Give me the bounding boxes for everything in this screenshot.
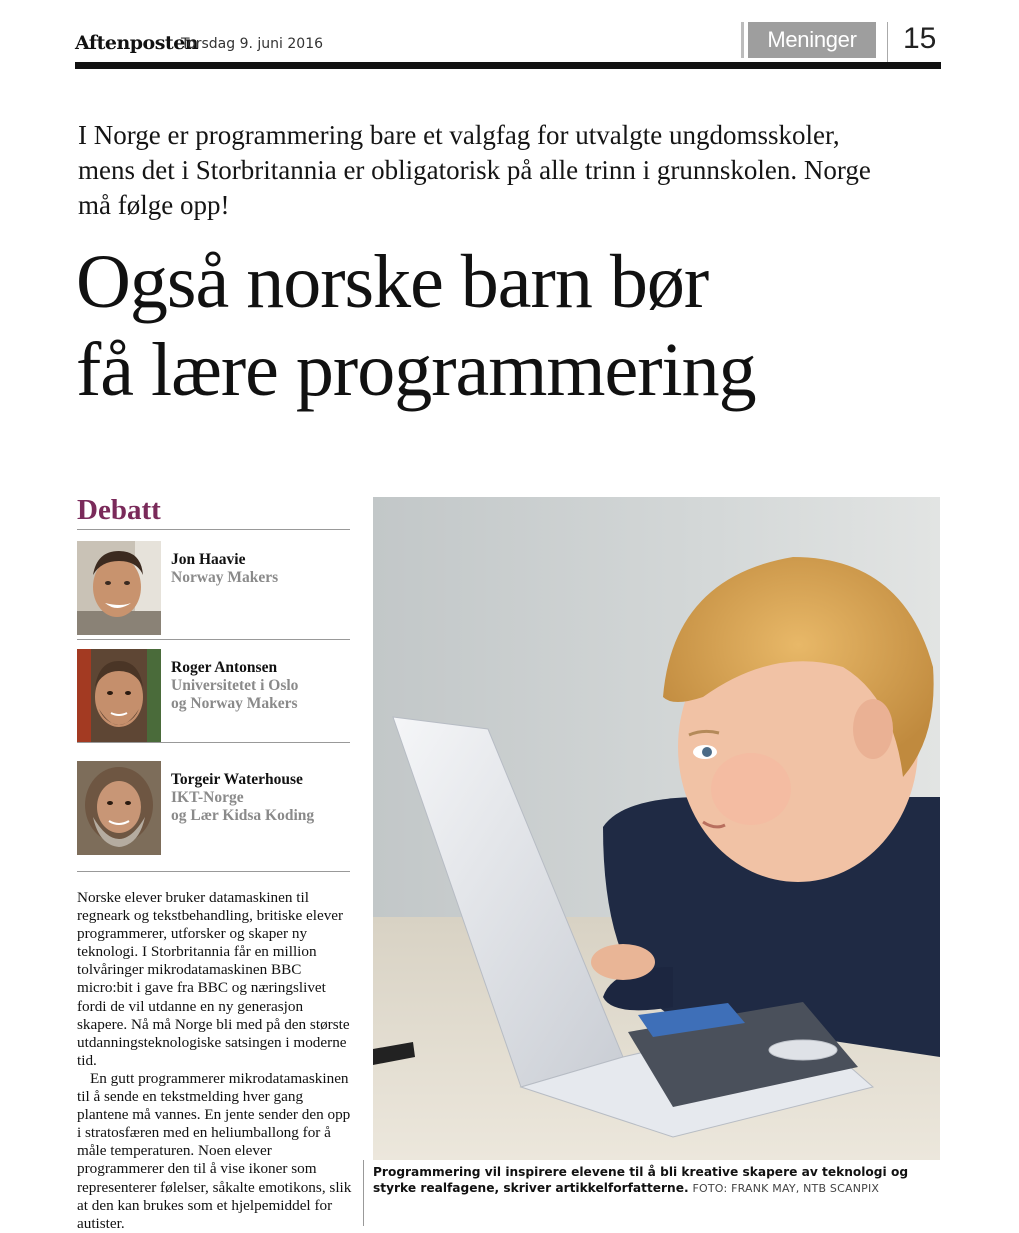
body-paragraph: En gutt programmerer mikrodatamaskinen til å sende en tekstmelding hver gang plantene må vannes. En jente sender den opp i stratosfæren med en heliumballong for å måle temperaturen. Noen elever programmerer den til å vise ikoner som representerer følelser, såkalte emotikons, slik at den kan brukes som et hjelpemiddel for autister.: [77, 1069, 352, 1232]
masthead-rule: [75, 62, 941, 69]
author-name: Torgeir Waterhouse: [171, 771, 303, 788]
author-name: Jon Haavie: [171, 551, 246, 568]
article-headline: [76, 238, 956, 414]
author-byline: [77, 541, 350, 637]
author-affiliation: [171, 569, 278, 587]
page-number-divider: [887, 22, 888, 62]
author-portrait: [77, 649, 161, 743]
section-badge: Meninger: [748, 22, 876, 58]
newspaper-logo: Aftenposten: [75, 32, 199, 54]
author-portrait: [77, 541, 161, 635]
author-affiliation-line-1: IKT-Norge: [171, 789, 244, 806]
caption-text: Programmering vil inspirere elevene til å bli kreative skapere av teknologi og styrke realfagene, skriver artikkelforfatterne.: [373, 1165, 909, 1195]
article-body: [77, 889, 352, 1233]
author-portrait: [77, 761, 161, 855]
author-affiliation-line-1: Universitetet i Oslo: [171, 677, 299, 694]
author-rule: [77, 639, 350, 640]
article-photo: [373, 497, 940, 1160]
author-affiliation: [171, 677, 298, 713]
headline-line-1: Også norske barn bør: [76, 240, 709, 324]
article-lede: I Norge er programmering bare et valgfag for utvalgte ungdomsskoler, mens det i Storbritannia er obligatorisk på alle trinn i grunnskolen. Norge må følge opp!: [78, 120, 871, 220]
child-with-laptop-illustration: [373, 497, 940, 1160]
kicker-rule: [77, 529, 350, 530]
issue-date: Torsdag 9. juni 2016: [181, 36, 324, 52]
section-badge-edge: [741, 22, 744, 58]
author-name: Roger Antonsen: [171, 659, 278, 676]
author-affiliation-line-1: Norway Makers: [171, 569, 279, 586]
author-affiliation: [171, 789, 314, 825]
author-affiliation-line-2: og Lær Kidsa Koding: [171, 807, 315, 824]
author-rule: [77, 742, 350, 743]
author-byline: [77, 761, 350, 857]
photo-caption: [373, 1164, 943, 1197]
author-rule: [77, 871, 350, 872]
body-paragraph: Norske elever bruker datamaskinen til regneark og tekstbehandling, britiske elever programmerer, utforsker og skaper ny teknologi. I Storbritannia får en million tolvåringer mikrodatamaskinen BBC micro:bit i gave fra BBC og næringslivet fordi de vil utdanne en ny generasjon skapere. Nå må Norge bli med på den største utdanningsteknologiske satsingen i moderne tid.: [77, 889, 350, 1069]
masthead: [75, 22, 941, 72]
column-rule: [363, 1160, 364, 1226]
author-affiliation-line-2: og Norway Makers: [171, 695, 298, 712]
headline-line-2: få lære programmering: [76, 328, 756, 412]
section-kicker: Debatt: [77, 494, 161, 526]
photo-credit: FOTO: FRANK MAY, NTB SCANPIX: [692, 1182, 880, 1195]
page-number: 15: [903, 22, 937, 55]
author-byline: [77, 649, 350, 745]
